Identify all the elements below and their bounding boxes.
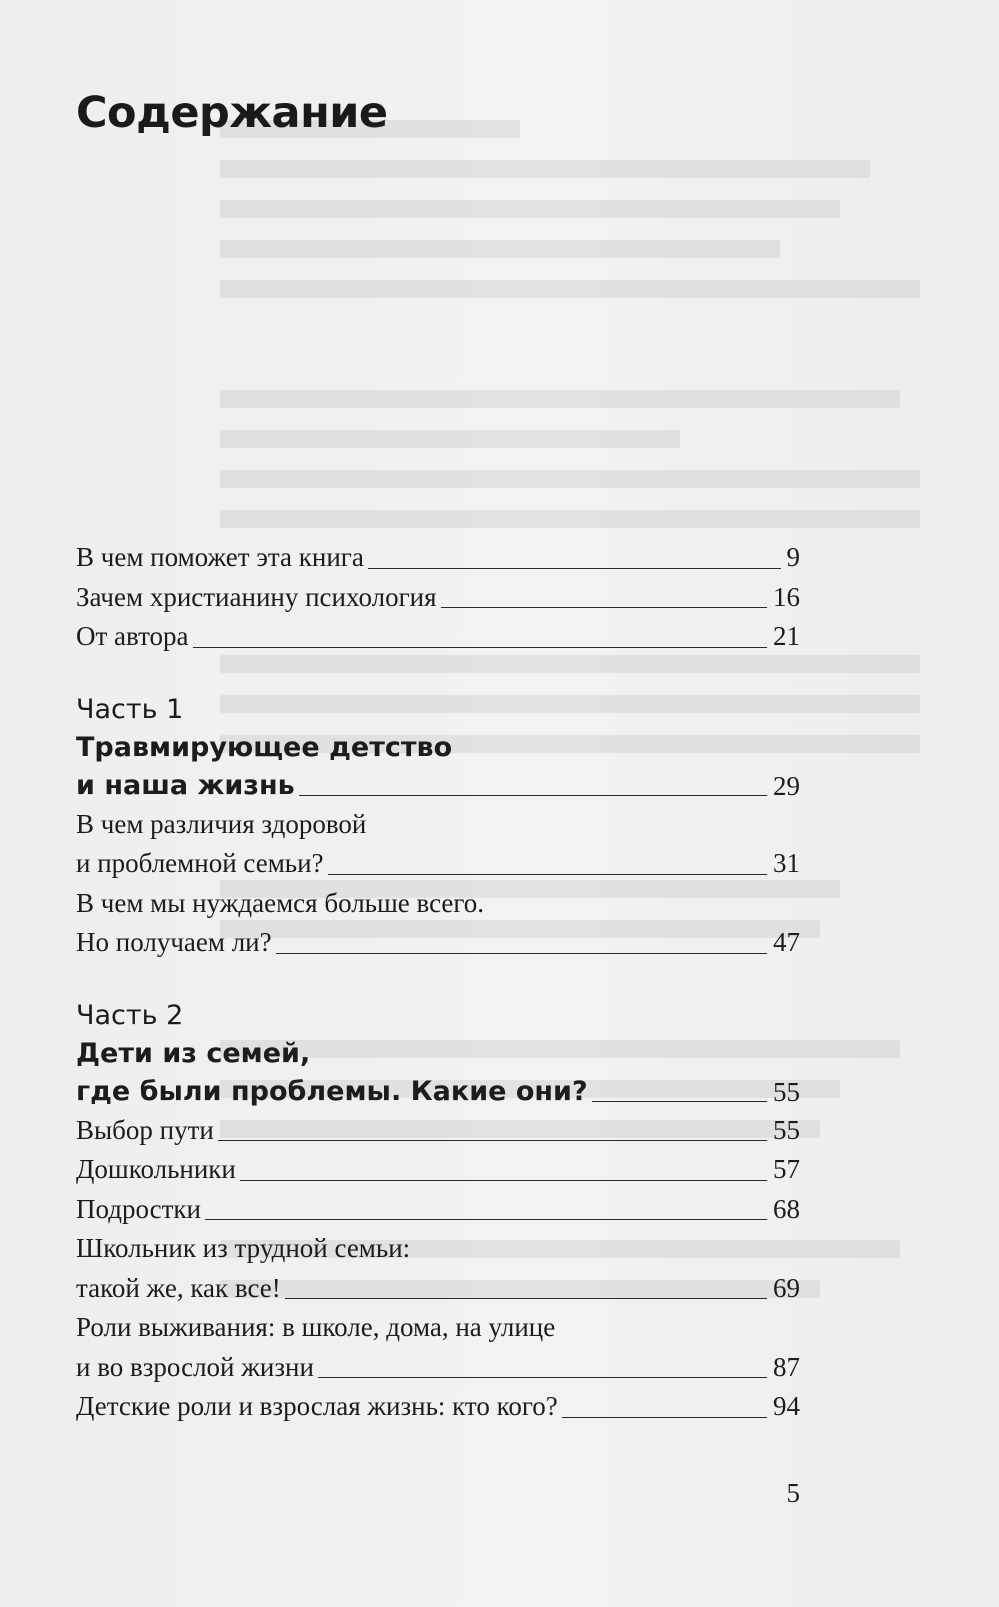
toc-entry-title: Но получаем ли?: [76, 927, 272, 957]
part-heading-entry[interactable]: [76, 767, 800, 805]
toc-entry-page: 68: [773, 1193, 800, 1224]
toc-entry-page: 47: [773, 927, 800, 957]
toc-entry-title: и во взрослой жизни: [76, 1351, 314, 1382]
toc-entry-title: и проблемной семьи?: [76, 848, 324, 878]
leader-line: [368, 568, 781, 569]
leader-line: [441, 607, 767, 608]
toc-entry-page: 69: [773, 1272, 800, 1303]
page-number: 5: [786, 1478, 800, 1508]
toc-entry-page: 55: [773, 1114, 800, 1145]
toc-entry[interactable]: [76, 923, 800, 963]
part-heading-line: и наша жизнь: [76, 769, 295, 801]
toc-entry-title: Зачем христианину психология: [76, 581, 437, 612]
toc-entry-page: 55: [773, 1076, 800, 1107]
toc-entry-title: Детские роли и взрослая жизнь: кто кого?: [76, 1391, 558, 1421]
leader-line: [318, 1377, 767, 1378]
leader-line: [240, 1180, 767, 1181]
toc-entry-line: [76, 884, 800, 924]
toc-entry[interactable]: [76, 578, 800, 618]
toc-entry-line: [76, 805, 800, 845]
leader-line: [193, 647, 767, 648]
toc-entry-title: В чем различия здоровой: [76, 808, 367, 839]
leader-line: [592, 1101, 767, 1102]
part-heading-entry[interactable]: [76, 1073, 800, 1111]
toc-entry-title: От автора: [76, 621, 189, 651]
leader-line: [276, 953, 767, 954]
toc-entry-page: 94: [773, 1391, 800, 1421]
toc-entry[interactable]: [76, 1348, 800, 1388]
toc-entry[interactable]: [76, 1111, 800, 1151]
toc-entry-line: [76, 1229, 800, 1269]
toc-entry-title: такой же, как все!: [76, 1272, 281, 1303]
toc-entry-page: 16: [773, 581, 800, 612]
table-of-contents: [76, 538, 800, 1427]
leader-line: [205, 1219, 767, 1220]
toc-entry-page: 21: [773, 621, 800, 651]
toc-entry-title: Дошкольники: [76, 1154, 236, 1184]
part-label: Часть 1: [76, 693, 184, 725]
toc-entry-page: 57: [773, 1154, 800, 1184]
leader-line: [562, 1417, 767, 1418]
toc-entry-page: 31: [773, 848, 800, 878]
page-title: Содержание: [76, 88, 388, 138]
part-heading: Травмирующее детство: [76, 731, 453, 763]
toc-entry[interactable]: [76, 538, 800, 578]
toc-entry[interactable]: [76, 844, 800, 884]
leader-line: [218, 1140, 767, 1141]
toc-entry-title: Роли выживания: в школе, дома, на улице: [76, 1312, 556, 1342]
toc-entry-line: [76, 1308, 800, 1348]
toc-entry-title: В чем мы нуждаемся больше всего.: [76, 887, 485, 918]
leader-line: [299, 795, 767, 796]
toc-entry[interactable]: [76, 1190, 800, 1230]
toc-entry-page: 29: [773, 770, 800, 801]
toc-entry[interactable]: [76, 617, 800, 657]
toc-entry[interactable]: [76, 1150, 800, 1190]
toc-entry-title: Подростки: [76, 1193, 201, 1224]
toc-entry[interactable]: [76, 1269, 800, 1309]
toc-entry-title: Выбор пути: [76, 1114, 214, 1145]
toc-entry-title: Школьник из трудной семьи:: [76, 1233, 411, 1263]
part-heading: Дети из семей,: [76, 1037, 311, 1069]
toc-entry-title: В чем поможет эта книга: [76, 542, 364, 572]
toc-entry-page: 9: [786, 542, 800, 572]
leader-line: [285, 1298, 767, 1299]
part-heading-line: где были проблемы. Какие они?: [76, 1075, 588, 1107]
toc-entry[interactable]: [76, 1387, 800, 1427]
part-label: Часть 2: [76, 999, 184, 1031]
leader-line: [328, 874, 767, 875]
toc-entry-page: 87: [773, 1351, 800, 1382]
